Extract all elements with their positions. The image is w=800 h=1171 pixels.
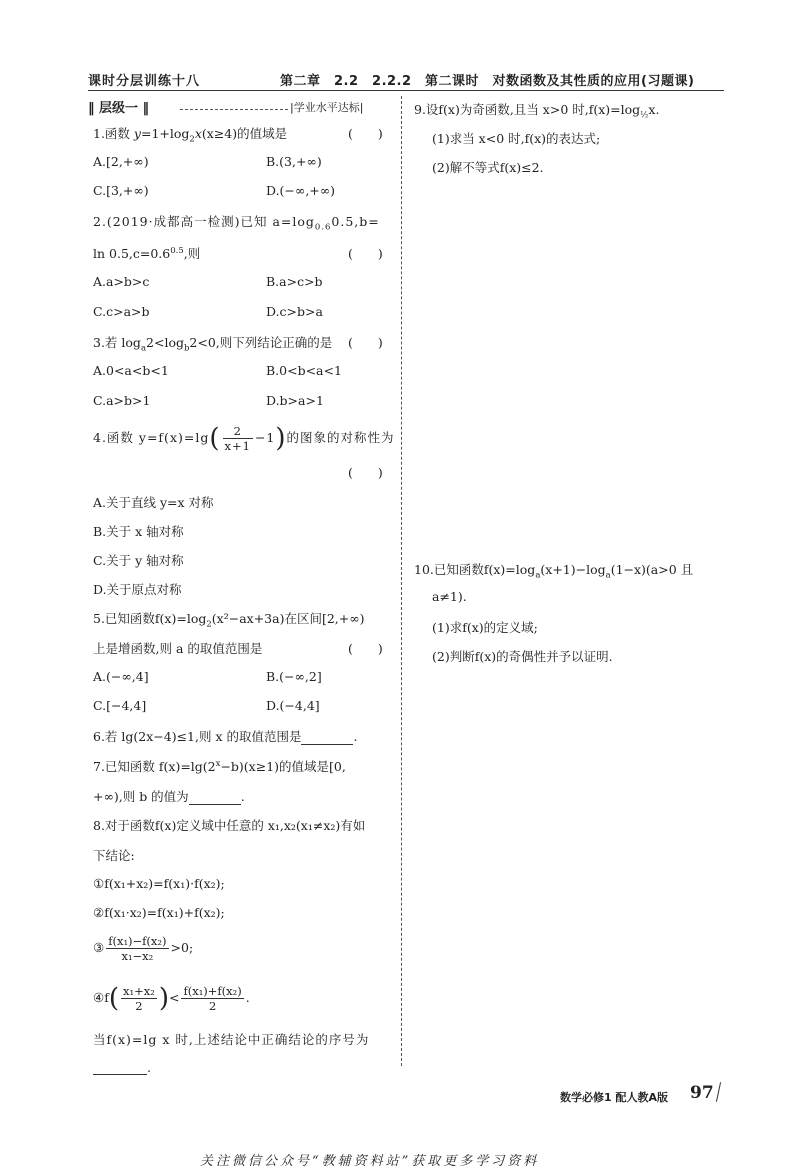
q8-stem-last: 当f(x)=lg x 时,上述结论中正确结论的序号为 — [93, 1032, 370, 1047]
q4-option-c: C.关于 y 轴对称 — [93, 553, 184, 568]
q8-answer-line: . — [93, 1060, 151, 1075]
header-rule — [88, 90, 724, 91]
q2-option-c: C.c>a>b — [93, 304, 150, 319]
q8-answer-blank[interactable] — [93, 1060, 147, 1075]
q9-part-1: (1)求当 x<0 时,f(x)的表达式; — [432, 131, 601, 146]
q9-stem: 9.设f(x)为奇函数,且当 x>0 时$,f(x)=\log_{\frac{1}{2}}x$. — [414, 102, 660, 121]
q1-option-a: A.[2,+∞) — [93, 154, 149, 169]
q5-stem-line2: 上是增函数,则 a 的取值范围是 — [93, 641, 263, 656]
q3-option-b: B.0<b<a<1 — [266, 363, 342, 378]
q3-answer-paren: ( ) — [348, 335, 383, 350]
page-number: 97 — [690, 1083, 714, 1103]
level-tag: |学业水平达标| — [290, 101, 364, 114]
q5-option-c: C.[−4,4] — [93, 698, 147, 713]
q1-option-b: B.(3,+∞) — [266, 154, 322, 169]
q2-stem-line2: $\ln 0.5,c=0.6^{0.5}$,则 — [93, 245, 201, 261]
q6-stem: 6.若 lg(2x−4)≤1,则 x 的取值范围是 . — [93, 729, 358, 744]
q8-stem-line2: 下结论: — [93, 848, 135, 863]
q1-stem: 1.函数 $y=1+\log_2x(x\ge 4)$的值域是 — [93, 126, 288, 145]
q3-option-d: D.b>a>1 — [266, 393, 324, 408]
level-title: ‖ 层级一 ‖ — [88, 101, 150, 116]
q4-option-d: D.关于原点对称 — [93, 582, 182, 597]
q2-stem-line1: 2.(2019·成都高一检测)已知 $a=\log_{0.6}0.5,b=$ — [93, 214, 380, 233]
q3-option-a: A.0<a<b<1 — [93, 363, 169, 378]
q4-stem: 4.函数 y=f(x)=lg( $\frac{2}{x+1}$ −1)的图象的对称性为 — [93, 423, 395, 454]
q1-option-c: C.[3,+∞) — [93, 183, 149, 198]
q10-stem-line1: 10.已知函数$f(x)=\log_a(x+1)-\log_a(1-x)(a>0$ 且 — [414, 562, 694, 581]
q5-option-b: B.(−∞,2] — [266, 669, 322, 684]
q7-stem-line1: 7.已知函数 $f(x)=\lg(2^x-b)(x\ge 1)$的值域是[0, — [93, 758, 346, 774]
q2-option-d: D.c>b>a — [266, 304, 323, 319]
q5-stem-line1: 5.已知函数$f(x)=\log_2(x^2-ax+3a)$在区间[2,+∞) — [93, 611, 365, 630]
q2-option-b: B.a>c>b — [266, 274, 323, 289]
q6-answer-blank[interactable] — [301, 730, 353, 745]
q10-part-2: (2)判断f(x)的奇偶性并予以证明. — [432, 649, 613, 664]
header-left-title: 课时分层训练十八 — [88, 74, 201, 89]
q8-conclusion-3: ③ $\frac{\text{f(x₁)−f(x₂)}}{\text{x₁−x₂}}$ >0; — [93, 934, 194, 963]
q4-answer-paren: ( ) — [348, 465, 383, 480]
q1-option-d: D.(−∞,+∞) — [266, 183, 336, 198]
q10-part-1: (1)求f(x)的定义域; — [432, 620, 538, 635]
header-chapter-title: 第二章 2.2 2.2.2 第二课时 对数函数及其性质的应用(习题课) — [280, 74, 695, 89]
q7-stem-line2: +∞),则 b 的值为 . — [93, 789, 245, 804]
q4-fraction: $\frac{2}{x+1}$ — [224, 424, 251, 453]
q2-option-a: A.a>b>c — [93, 274, 150, 289]
bottom-promo-note: 关注微信公众号“教辅资料站”获取更多学习资料 — [200, 1154, 540, 1169]
footer-slash — [716, 1082, 721, 1102]
q10-stem-line2: a≠1). — [432, 589, 467, 604]
q5-option-d: D.(−4,4] — [266, 698, 320, 713]
q7-answer-blank[interactable] — [189, 790, 241, 805]
q5-answer-paren: ( ) — [348, 641, 383, 656]
q8-conclusion-2: ②f(x₁·x₂)=f(x₁)+f(x₂); — [93, 905, 225, 920]
q8-conclusion-4: ④f( $\frac{\text{x₁+x₂}}{2}$ )< $\frac{\text{f(x₁)+f(x₂)}}{2}$ . — [93, 983, 250, 1014]
q3-option-c: C.a>b>1 — [93, 393, 151, 408]
q4-option-a: A.关于直线 y=x 对称 — [93, 495, 214, 510]
q8-conclusion-1: ①f(x₁+x₂)=f(x₁)·f(x₂); — [93, 876, 225, 891]
q5-option-a: A.(−∞,4] — [93, 669, 149, 684]
q8-stem-line1: 8.对于函数f(x)定义域中任意的 x₁,x₂(x₁≠x₂)有如 — [93, 818, 366, 833]
footer-book-title: 数学必修1 配人教A版 — [560, 1091, 668, 1104]
level-dash-line — [180, 109, 288, 110]
column-divider — [401, 96, 402, 1066]
q3-stem: 3.若 $\log_a2<\log_b2<0$,则下列结论正确的是 — [93, 335, 333, 354]
q2-answer-paren: ( ) — [348, 246, 383, 261]
q1-answer-paren: ( ) — [348, 126, 383, 141]
q9-part-2: (2)解不等式f(x)≤2. — [432, 160, 544, 175]
q4-option-b: B.关于 x 轴对称 — [93, 524, 184, 539]
